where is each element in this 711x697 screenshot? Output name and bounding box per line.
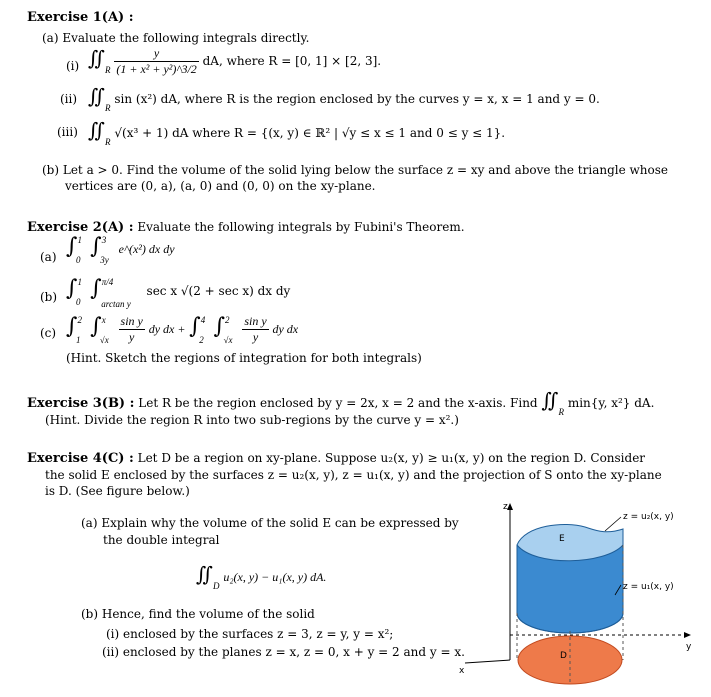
ex2-hint: (Hint. Sketch the regions of integration for both integrals) (66, 351, 422, 365)
exercise-1a-intro: (a) Evaluate the following integrals directly. (42, 31, 310, 45)
ex2-b-label: (b) (40, 290, 58, 304)
region-subscript: R (105, 65, 111, 75)
double-integral-symbol: ∬ (88, 84, 106, 108)
ex2-c-tail: dy dx (272, 322, 299, 336)
exercise-2-title: Exercise 2(A) : (27, 220, 134, 235)
solid-e-label: E (559, 534, 565, 544)
exercise-2-intro: Evaluate the following integrals by Fubini's Theorem. (137, 220, 465, 234)
region-subscript: R (105, 137, 111, 147)
lower-limit: √x (223, 335, 233, 345)
ex1-i-tail: dA, where R = [0, 1] × [2, 3]. (202, 54, 382, 68)
exercise-4-text-1: Let D be a region on xy-plane. Suppose u₂(x, y) ≥ u₁(x, y) on the region D. Consider (137, 451, 646, 465)
solid-figure (455, 495, 700, 695)
ex1-i-expression (88, 46, 381, 77)
exercise-3-hint: (Hint. Divide the region R into two sub-regions by the curve y = x².) (45, 413, 459, 427)
lower-limit: 0 (75, 297, 81, 307)
fraction-denominator: y (129, 330, 135, 344)
ex2-c-middle: dy dx + (148, 322, 186, 336)
exercise-4-line3: is D. (See figure below.) (45, 484, 190, 498)
integral-symbol: ∫ (66, 276, 78, 301)
integral-symbol: ∫ (90, 314, 102, 339)
ex1-i-fraction (114, 46, 198, 77)
top-surface-label: z = u₂(x, y) (623, 512, 674, 522)
bottom-surface-label: z = u₁(x, y) (623, 582, 674, 592)
ex2-a-label: (a) (40, 250, 57, 264)
region-d-label: D (560, 651, 567, 661)
upper-limit: 1 (77, 277, 82, 287)
upper-limit: 1 (77, 235, 82, 245)
exercise-3-line (27, 388, 655, 417)
upper-limit: π/4 (101, 277, 114, 287)
ex1-iii-label: (iii) (57, 125, 78, 139)
ex4-integral (196, 562, 327, 591)
ex1-iii-expression (88, 118, 506, 147)
ex4-integrand: u₂(x, y) − u₁(x, y) dA. (223, 570, 327, 584)
ex2-b-expression (66, 276, 291, 309)
z-axis-arrow (507, 503, 513, 510)
ex2-a-expression (66, 234, 175, 265)
integral-symbol: ∫ (213, 314, 226, 339)
integral-symbol: ∫ (66, 234, 78, 259)
ex1-b-line2: vertices are (0, a), (a, 0) and (0, 0) on the xy-plane. (65, 179, 376, 193)
exercise-2-header (27, 220, 465, 235)
lower-limit: 2 (199, 335, 204, 345)
ex2-c-fraction-1 (119, 314, 145, 345)
ex1-i-label: (i) (66, 59, 80, 73)
integral-symbol: ∫ (189, 314, 201, 339)
region-subscript: R (105, 103, 111, 113)
region-subscript: D (213, 581, 220, 591)
upper-limit: 2 (77, 315, 82, 325)
lower-limit: 0 (75, 255, 81, 265)
ex2-a-integrand: e^(x²) dx dy (118, 242, 175, 256)
integral-symbol: ∫ (66, 314, 78, 339)
ex2-b-integrand: sec x √(2 + sec x) dx dy (146, 284, 291, 298)
double-integral-symbol: ∬ (88, 46, 106, 70)
ex1-b-line1: (b) Let a > 0. Find the volume of the solid lying below the surface z = xy and above the triangle whose (42, 163, 668, 177)
ex4-a-line1: (a) Explain why the volume of the solid E can be expressed by (81, 516, 459, 530)
ex4-a-line2: the double integral (103, 533, 220, 547)
upper-limit: 3 (101, 235, 107, 245)
fraction-numerator: y (114, 46, 198, 62)
y-axis-arrow (684, 632, 691, 638)
upper-limit: 2 (225, 315, 230, 325)
exercise-3-integrand: min{y, x²} dA. (567, 396, 655, 410)
exercise-4-title: Exercise 4(C) : (27, 451, 134, 466)
lower-limit: arctan y (101, 299, 131, 309)
ex2-c-fraction-2 (242, 314, 268, 345)
fraction-denominator: y (252, 330, 259, 344)
fraction-denominator: (1 + x² + y²)^3/2 (116, 62, 197, 76)
ex4-b-i: (i) enclosed by the surfaces z = 3, z = y, y = x²; (106, 627, 394, 641)
exercise-3-text: Let R be the region enclosed by y = 2x, x = 2 and the x-axis. Find (138, 396, 538, 410)
double-integral-symbol: ∬ (541, 388, 559, 412)
ex1-iii-text: √(x³ + 1) dA where R = {(x, y) ∈ ℝ² | √y ≤ x ≤ 1 and 0 ≤ y ≤ 1}. (114, 126, 506, 140)
exercise-3-title: Exercise 3(B) : (27, 396, 135, 411)
exercise-4-line1 (27, 451, 645, 466)
ex2-c-label: (c) (40, 326, 57, 340)
integral-symbol: ∫ (90, 234, 102, 259)
x-axis-label: x (459, 666, 465, 676)
upper-limit: 4 (200, 315, 206, 325)
ex1-ii-text: sin (x²) dA, where R is the region enclosed by the curves y = x, x = 1 and y = 0. (114, 92, 600, 106)
region-subscript: R (558, 407, 564, 417)
double-integral-symbol: ∬ (196, 562, 214, 586)
x-axis-line (465, 660, 510, 663)
integral-symbol: ∫ (90, 276, 102, 301)
top-label-leader (605, 517, 621, 531)
z-axis-label: z (503, 502, 508, 512)
upper-limit: x (101, 315, 106, 325)
lower-limit: √x (99, 335, 109, 345)
double-integral-symbol: ∬ (88, 118, 106, 142)
lower-limit: 1 (75, 335, 81, 345)
ex2-c-expression (66, 314, 298, 345)
exercise-1-title: Exercise 1(A) : (27, 10, 134, 25)
ex4-b-ii: (ii) enclosed by the planes z = x, z = 0, x + y = 2 and y = x. (102, 645, 465, 659)
lower-limit: 3y (100, 255, 109, 265)
exercise-4-line2: the solid E enclosed by the surfaces z = u₂(x, y), z = u₁(x, y) and the projection of S onto the xy-plane (45, 468, 662, 482)
fraction-numerator: sin y (120, 314, 143, 328)
fraction-numerator: sin y (244, 314, 267, 328)
ex1-ii-label: (ii) (60, 92, 78, 106)
ex1-ii-expression (88, 84, 600, 113)
y-axis-label: y (686, 642, 692, 652)
ex4-b-intro: (b) Hence, find the volume of the solid (81, 607, 315, 621)
